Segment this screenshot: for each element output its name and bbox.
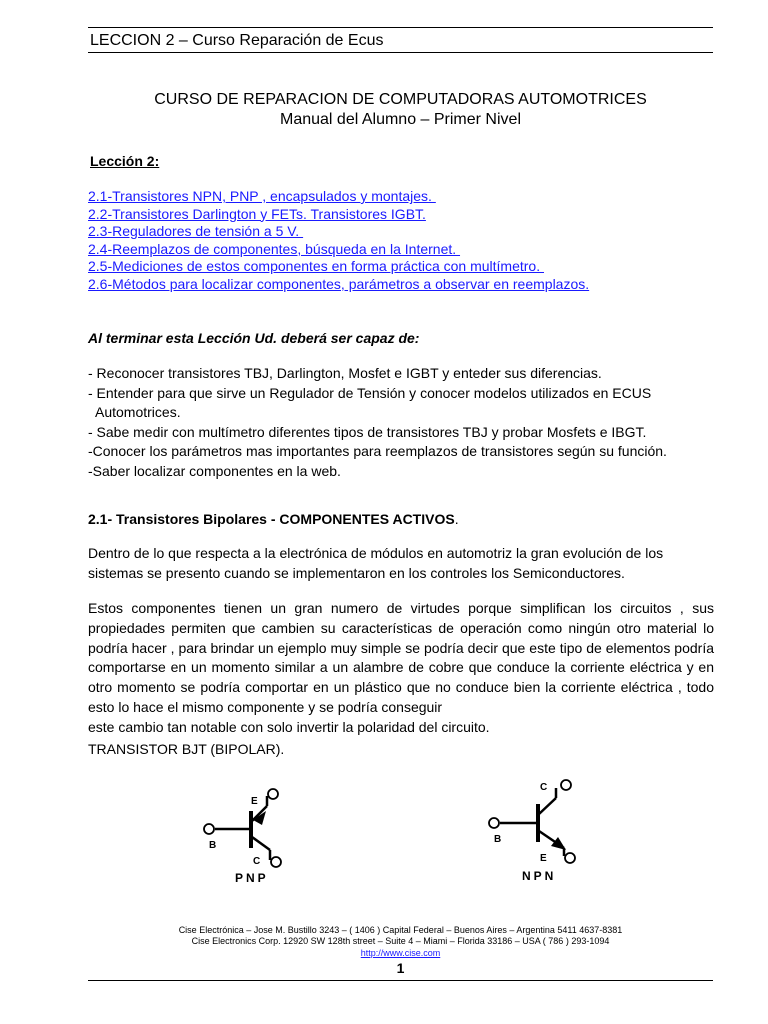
course-title: CURSO DE REPARACION DE COMPUTADORAS AUTOMOTRICES bbox=[154, 91, 647, 108]
npn-collector-label: C bbox=[540, 782, 548, 793]
objective-item: -Saber localizar componentes en la web. bbox=[88, 462, 341, 479]
section-title-period: . bbox=[454, 511, 459, 527]
paragraph-intro bbox=[88, 544, 714, 584]
toc-link-2-1[interactable]: 2.1-Transistores NPN, PNP , encapsulados y montajes. bbox=[88, 188, 436, 204]
pnp-type-label: PNP bbox=[235, 871, 269, 885]
npn-transistor-diagram bbox=[480, 776, 590, 886]
header-underline bbox=[88, 52, 713, 53]
objective-item: -Conocer los parámetros mas importantes para reemplazos de transistores según su función. bbox=[88, 443, 667, 459]
toc-link-2-4[interactable]: 2.4-Reemplazos de componentes, búsqueda en la Internet. bbox=[88, 240, 461, 257]
pnp-base-terminal bbox=[204, 824, 214, 834]
npn-emitter-arrow bbox=[551, 837, 566, 850]
npn-emitter-terminal bbox=[565, 853, 575, 863]
npn-emitter-label: E bbox=[540, 853, 547, 864]
npn-collector-terminal bbox=[561, 780, 571, 790]
npn-type-label: NPN bbox=[522, 869, 557, 883]
npn-collector-lead bbox=[539, 798, 556, 814]
lesson-label: Lección 2: bbox=[90, 153, 160, 169]
table-of-contents bbox=[88, 188, 589, 294]
objectives-list bbox=[88, 364, 718, 481]
pnp-base-label: B bbox=[209, 840, 217, 851]
paragraph-intro-line-2: sistemas se presento cuando se implementaron en los controles los Semiconductores. bbox=[88, 564, 625, 581]
paragraph-semiconductors-body: Estos componentes tienen un gran numero de virtudes porque simplifican los circuitos , sus propiedades permiten que cambien su características de operación como ningún otro material lo podría hacer , para brindar un ejemplo muy simple se podría decir que este tipo de elementos podría comportarse en un momento similar a un alambre de cobre que conduce la corriente eléctrica y en otro momento se podría comportar en un plástico que no conduce bien la corriente eléctrica , todo esto lo hace el mismo componente y se podría conseguir bbox=[88, 600, 714, 715]
paragraph-semiconductors bbox=[88, 599, 714, 738]
objective-item: Automotrices. bbox=[88, 404, 181, 420]
footer-website-link[interactable]: http://www.cise.com bbox=[360, 947, 441, 958]
npn-base-label: B bbox=[494, 834, 502, 845]
page-number: 1 bbox=[396, 960, 405, 976]
paragraph-intro-line-1: Dentro de lo que respecta a la electrónica de módulos en automotriz la gran evolución de los bbox=[88, 545, 664, 561]
header-rule bbox=[88, 27, 713, 28]
toc-link-2-2[interactable]: 2.2-Transistores Darlington y FETs. Transistores IGBT. bbox=[88, 205, 426, 222]
objective-item: - Sabe medir con multímetro diferentes tipos de transistores TBJ y probar Mosfets e IBGT. bbox=[88, 423, 647, 440]
pnp-emitter-label: E bbox=[251, 796, 258, 807]
footer-address-usa: Cise Electronics Corp. 12920 SW 128th street – Suite 4 – Miami – Florida 33186 – USA ( 786 ) 293-1094 bbox=[191, 936, 610, 947]
section-title bbox=[88, 511, 459, 527]
pnp-emitter-terminal bbox=[268, 789, 278, 799]
header-title: LECCION 2 – Curso Reparación de Ecus bbox=[90, 32, 384, 49]
footer-rule bbox=[88, 980, 713, 981]
npn-base-terminal bbox=[489, 818, 499, 828]
paragraph-semiconductors-last-line: este cambio tan notable con solo invertir la polaridad del circuito. bbox=[88, 718, 490, 735]
section-title-text: 2.1- Transistores Bipolares - COMPONENTES ACTIVOS bbox=[88, 511, 455, 527]
pnp-collector-lead bbox=[252, 837, 270, 850]
footer bbox=[88, 925, 713, 959]
objective-item: - Reconocer transistores TBJ, Darlington, Mosfet e IGBT y enteder sus diferencias. bbox=[88, 365, 602, 381]
footer-address-argentina: Cise Electrónica – Jose M. Bustillo 3243 – ( 1406 ) Capital Federal – Buenos Aires – Argentina 5411 4637-8381 bbox=[178, 925, 623, 935]
objectives-title: Al terminar esta Lección Ud. deberá ser capaz de: bbox=[88, 330, 420, 346]
pnp-transistor-diagram bbox=[195, 786, 305, 886]
toc-link-2-3[interactable]: 2.3-Reguladores de tensión a 5 V. bbox=[88, 223, 304, 240]
toc-link-2-6[interactable]: 2.6-Métodos para localizar componentes, parámetros a observar en reemplazos. bbox=[88, 275, 590, 292]
toc-link-2-5[interactable]: 2.5-Mediciones de estos componentes en forma práctica con multímetro. bbox=[88, 258, 544, 275]
pnp-collector-label: C bbox=[253, 856, 261, 867]
bjt-heading: TRANSISTOR BJT (BIPOLAR). bbox=[88, 741, 285, 757]
objective-item: - Entender para que sirve un Regulador de Tensión y conocer modelos utilizados en ECUS bbox=[88, 384, 652, 401]
course-subtitle: Manual del Alumno – Primer Nivel bbox=[280, 111, 521, 128]
pnp-collector-terminal bbox=[271, 857, 281, 867]
